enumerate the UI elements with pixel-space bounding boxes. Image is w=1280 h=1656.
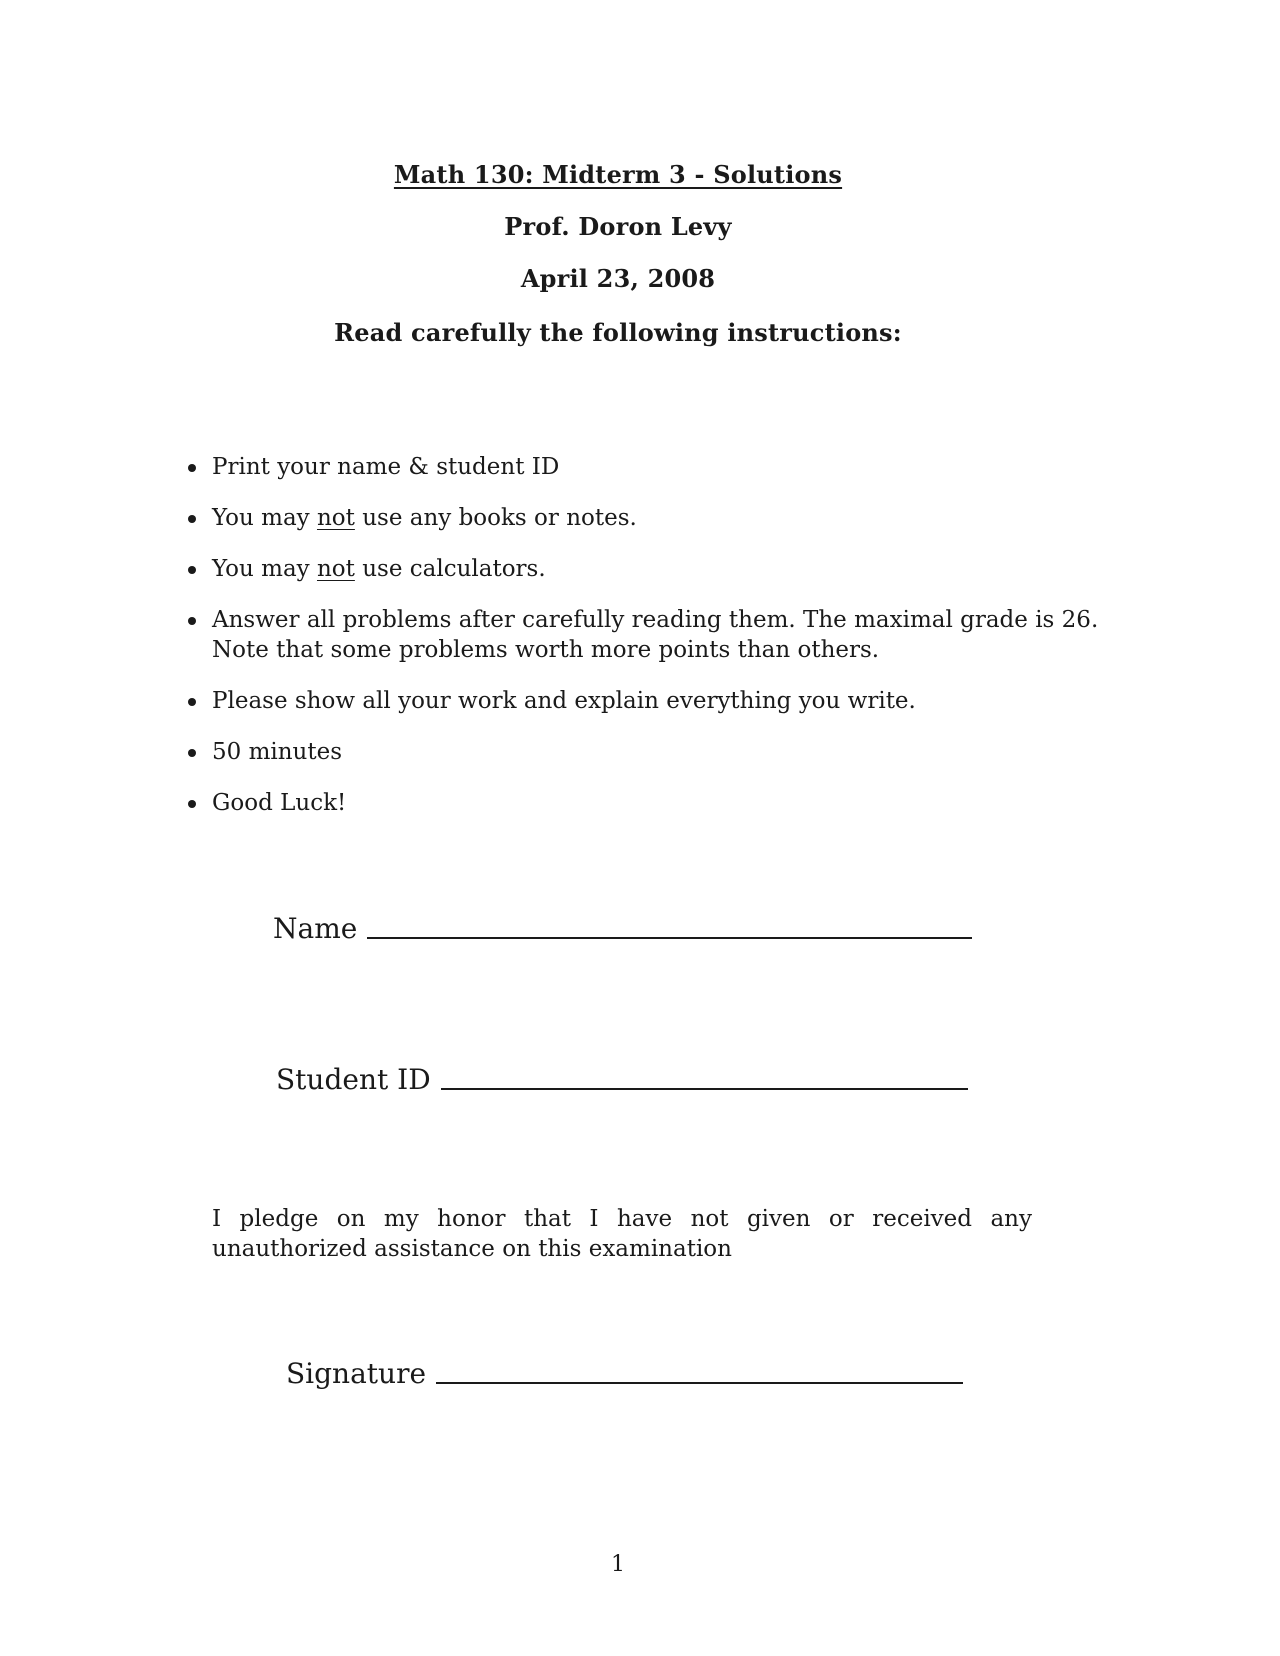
instruction-text-before: You may (212, 505, 317, 531)
bullet-icon (188, 800, 196, 808)
instruction-text-before: You may (212, 556, 317, 582)
bullet-icon (188, 464, 196, 472)
list-item (184, 686, 1104, 716)
instruction-text-after: use any books or notes. (354, 505, 637, 531)
list-item (184, 737, 1104, 767)
instruction-text: Please show all your work and explain everything you write. (212, 688, 916, 714)
signature-field (286, 1357, 963, 1390)
list-item (184, 788, 1104, 818)
name-field (273, 912, 972, 945)
student-id-field (276, 1063, 968, 1096)
exam-date: April 23, 2008 (520, 264, 716, 293)
instructions-heading: Read carefully the following instructions: (334, 318, 902, 347)
page-number: 1 (611, 1552, 625, 1577)
signature-label: Signature (286, 1357, 427, 1390)
exam-title (0, 160, 1236, 189)
name-blank-line[interactable] (367, 936, 972, 939)
instruction-text: Answer all problems after carefully reading them. The maximal grade is 26. Note that some problems worth more points than others. (212, 607, 1099, 663)
instruction-emphasis: not (316, 556, 355, 582)
exam-title-text: Math 130: Midterm 3 - Solutions (393, 160, 843, 189)
instruction-text: 50 minutes (212, 739, 343, 765)
instructions-list (184, 452, 1104, 839)
bullet-icon (188, 515, 196, 523)
instruction-text-after: use calculators. (354, 556, 546, 582)
instruction-emphasis: not (316, 505, 355, 531)
instruction-text: Print your name & student ID (212, 454, 560, 480)
bullet-icon (188, 749, 196, 757)
list-item (184, 452, 1104, 482)
list-item (184, 503, 1104, 533)
bullet-icon (188, 698, 196, 706)
signature-blank-line[interactable] (436, 1381, 963, 1384)
list-item (184, 605, 1104, 665)
honor-pledge: I pledge on my honor that I have not given or received any unauthorized assistance on this examination (212, 1206, 1032, 1262)
professor-name: Prof. Doron Levy (504, 212, 732, 241)
bullet-icon (188, 617, 196, 625)
student-id-blank-line[interactable] (441, 1087, 968, 1090)
instruction-text: Good Luck! (212, 790, 347, 816)
list-item (184, 554, 1104, 584)
name-label: Name (273, 912, 358, 945)
student-id-label: Student ID (276, 1063, 431, 1096)
bullet-icon (188, 566, 196, 574)
